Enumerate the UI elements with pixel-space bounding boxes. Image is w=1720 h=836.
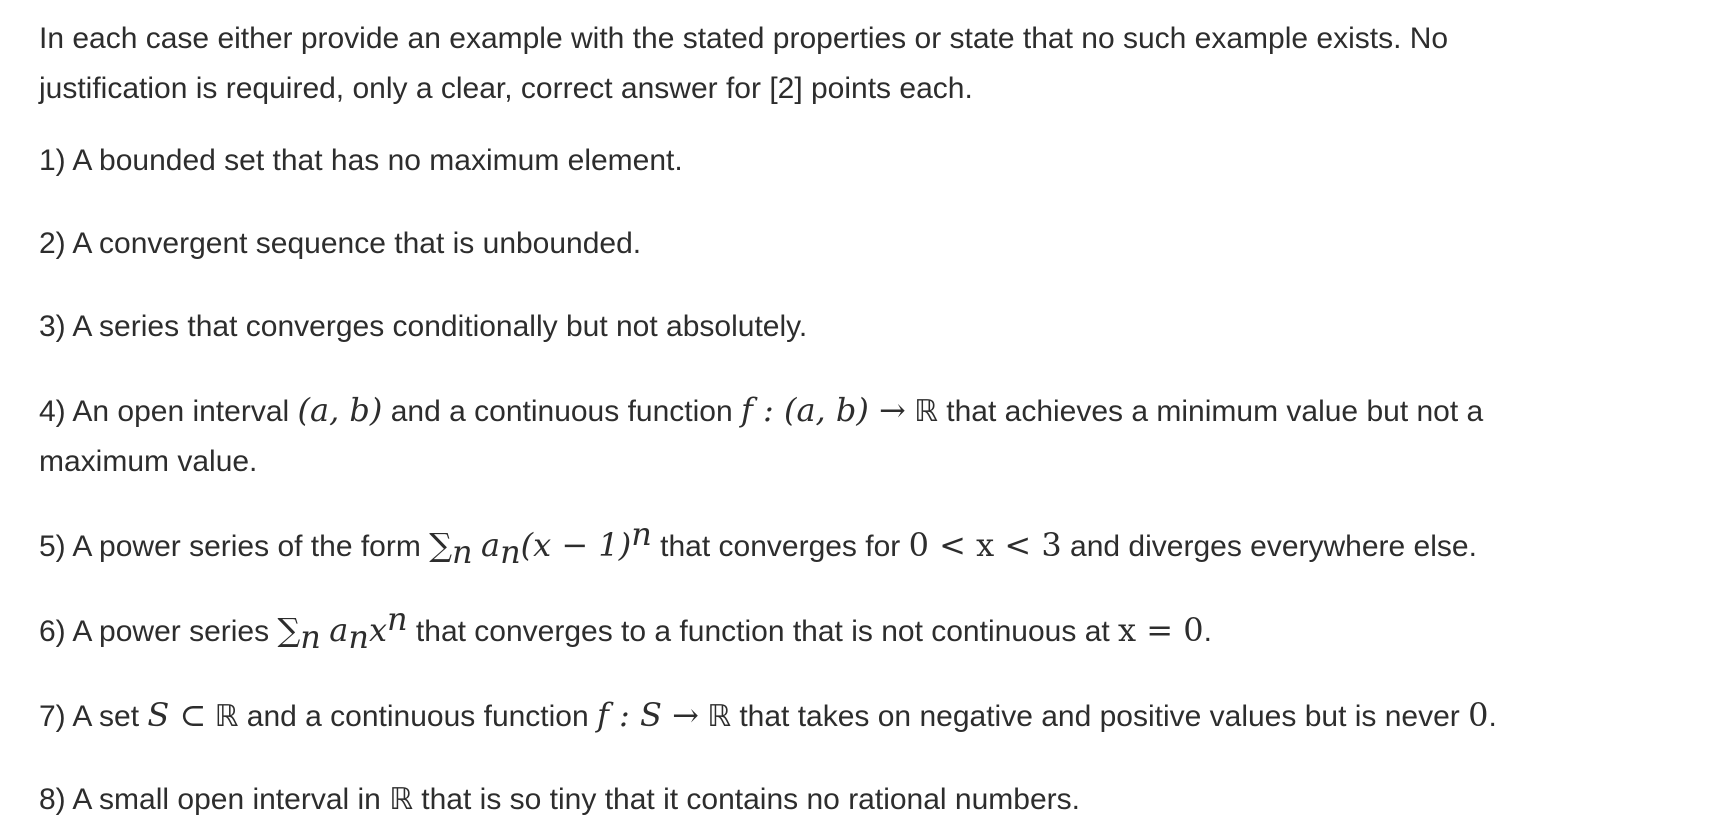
reals-symbol: ℝ	[707, 699, 731, 734]
question-4-function: f : (a, b) →	[740, 391, 906, 429]
question-8	[39, 775, 1680, 825]
sigma-index: n	[452, 533, 473, 571]
coefficient-index: n	[500, 533, 521, 571]
exponent: n	[386, 600, 408, 638]
question-7-mid-1: and a continuous function	[238, 700, 598, 733]
intro-line-2: justification is required, only a clear, correct answer for [2] points each.	[39, 72, 973, 105]
question-5	[39, 515, 1680, 572]
question-3	[39, 302, 1680, 352]
question-2-text: 2) A convergent sequence that is unbounded.	[39, 227, 642, 260]
intro-line-1: In each case either provide an example with the stated properties or state that no such example exists. No	[39, 22, 1449, 55]
question-4-interval: (a, b)	[297, 391, 383, 429]
sigma-index: n	[300, 618, 321, 656]
question-1	[39, 136, 1680, 186]
question-1-text: 1) A bounded set that has no maximum element.	[39, 144, 683, 177]
question-8-prefix: 8) A small open interval in	[39, 783, 390, 816]
question-7-prefix: 7) A set	[39, 700, 148, 733]
question-4-mid-1: and a continuous function	[382, 395, 741, 428]
question-4	[39, 385, 1680, 487]
question-5-mid-1: that converges for	[651, 530, 909, 563]
question-7-function: f : S →	[597, 696, 699, 734]
question-3-text: 3) A series that converges conditionally but not absolutely.	[39, 310, 808, 343]
question-6-equation: x = 0	[1118, 611, 1204, 649]
question-6-mid-1: that converges to a function that is not continuous at	[407, 615, 1119, 648]
question-5-mid-2: and diverges everywhere else.	[1061, 530, 1477, 563]
question-8-mid-1: that is so tiny that it contains no rational numbers.	[412, 783, 1080, 816]
exponent: n	[631, 515, 652, 553]
question-2	[39, 219, 1680, 269]
question-7-mid-2: that takes on negative and positive values but is never	[731, 700, 1469, 733]
question-4-line-2: maximum value.	[39, 445, 258, 478]
question-5-coefficient: a	[480, 526, 501, 564]
question-4-mid-2: that achieves a minimum value but not a	[937, 395, 1484, 428]
question-6-end: .	[1203, 615, 1212, 648]
question-6	[39, 600, 1680, 657]
question-5-term: (x − 1)	[520, 526, 632, 564]
question-6-coefficient: a	[329, 611, 349, 649]
intro-paragraph	[39, 14, 1680, 114]
question-7-end: .	[1488, 700, 1497, 733]
reals-symbol: ℝ	[214, 699, 239, 734]
question-6-prefix: 6) A power series	[39, 615, 278, 648]
question-6-term: x	[368, 611, 387, 649]
question-4-prefix: 4) An open interval	[39, 395, 298, 428]
question-7-zero: 0	[1468, 696, 1489, 734]
question-7-subset: S ⊂	[147, 696, 207, 734]
question-7	[39, 690, 1680, 742]
reals-symbol: ℝ	[389, 782, 413, 817]
coefficient-index: n	[348, 618, 369, 656]
question-5-prefix: 5) A power series of the form	[39, 530, 430, 563]
reals-symbol: ℝ	[914, 394, 938, 429]
sigma-symbol: ∑	[277, 611, 301, 649]
question-5-inequality: 0 < x < 3	[908, 526, 1062, 564]
sigma-symbol: ∑	[429, 526, 453, 564]
